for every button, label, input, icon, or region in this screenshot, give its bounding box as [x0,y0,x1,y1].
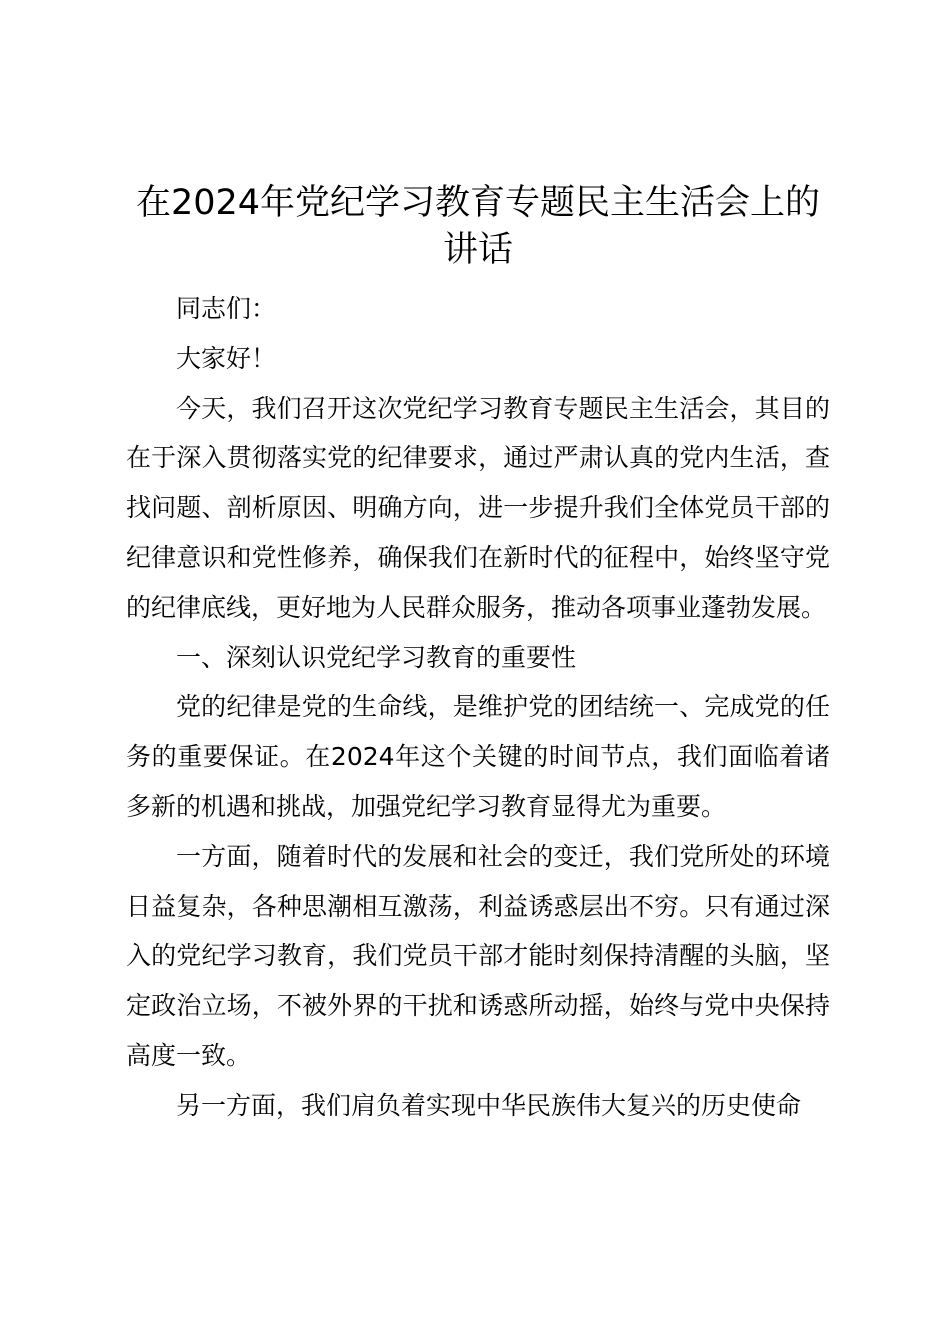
document-page [126,180,830,1131]
salutation: 同志们： [176,294,277,323]
section-heading-1: 一、深刻认识党纪学习教育的重要性 [176,642,577,672]
paragraph-discipline: 党的纪律是党的生命线，是维护党的团结统一、完成党的任务的重要保证。在2024年这个关键的时间节点，我们面临着诸多新的机遇和挑战，加强党纪学习教育显得尤为重要。 [126,692,830,821]
paragraph-one-hand: 一方面，随着时代的发展和社会的变迁，我们党所处的环境日益复杂，各种思潮相互激荡，利益诱惑层出不穷。只有通过深入的党纪学习教育，我们党员干部才能时刻保持清醒的头脑，坚定政治立场，不被外界的干扰和诱惑所动摇，始终与党中央保持高度一致。 [126,841,830,1070]
greeting: 大家好！ [176,343,277,373]
document-title: 在2024年党纪学习教育专题民主生活会上的讲话 [135,183,821,270]
paragraph-intro: 今天，我们召开这次党纪学习教育专题民主生活会，其目的在于深入贯彻落实党的纪律要求，通过严肃认真的党内生活，查找问题、剖析原因、明确方向，进一步提升我们全体党员干部的纪律意识和党性修养，确保我们在新时代的征程中，始终坚守党的纪律底线，更好地为人民群众服务，推动各项事业蓬勃发展。 [126,393,830,622]
paragraph-other-hand: 另一方面，我们肩负着实现中华民族伟大复兴的历史使命 [176,1090,802,1120]
